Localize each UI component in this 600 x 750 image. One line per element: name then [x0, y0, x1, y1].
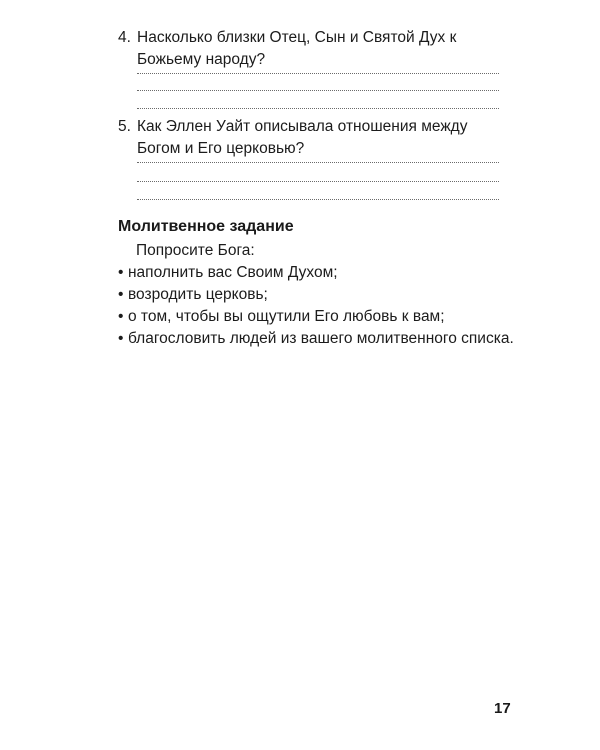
question-4: [118, 27, 508, 71]
bullet-icon: •: [118, 264, 124, 281]
prayer-intro: Попросите Бога:: [136, 242, 255, 259]
answer-line: [137, 108, 499, 109]
list-item-text: наполнить вас Своим Духом;: [128, 264, 338, 281]
question-number: 4.: [118, 29, 131, 46]
answer-line: [137, 73, 499, 74]
question-number: 5.: [118, 118, 131, 135]
list-item-text: возродить церковь;: [128, 286, 268, 303]
answer-line: [137, 199, 499, 200]
list-item: [118, 284, 538, 306]
question-5: [118, 116, 508, 160]
page-number: 17: [494, 700, 511, 717]
question-text: Как Эллен Уайт описывала отношения между Богом и Его церковью?: [137, 118, 468, 157]
prayer-list: [118, 262, 538, 350]
bullet-icon: •: [118, 330, 124, 347]
answer-line: [137, 181, 499, 182]
bullet-icon: •: [118, 286, 124, 303]
list-item-text: о том, чтобы вы ощутили Его любовь к вам;: [128, 308, 445, 325]
list-item: [118, 328, 538, 350]
list-item: [118, 262, 538, 284]
answer-line: [137, 90, 499, 91]
prayer-section-title: Молитвенное задание: [118, 218, 294, 235]
answer-line: [137, 162, 499, 163]
question-text: Насколько близки Отец, Сын и Святой Дух к Божьему народу?: [137, 29, 457, 68]
list-item-text: благословить людей из вашего молитвенного списка.: [128, 330, 514, 347]
bullet-icon: •: [118, 308, 124, 325]
list-item: [118, 306, 538, 328]
